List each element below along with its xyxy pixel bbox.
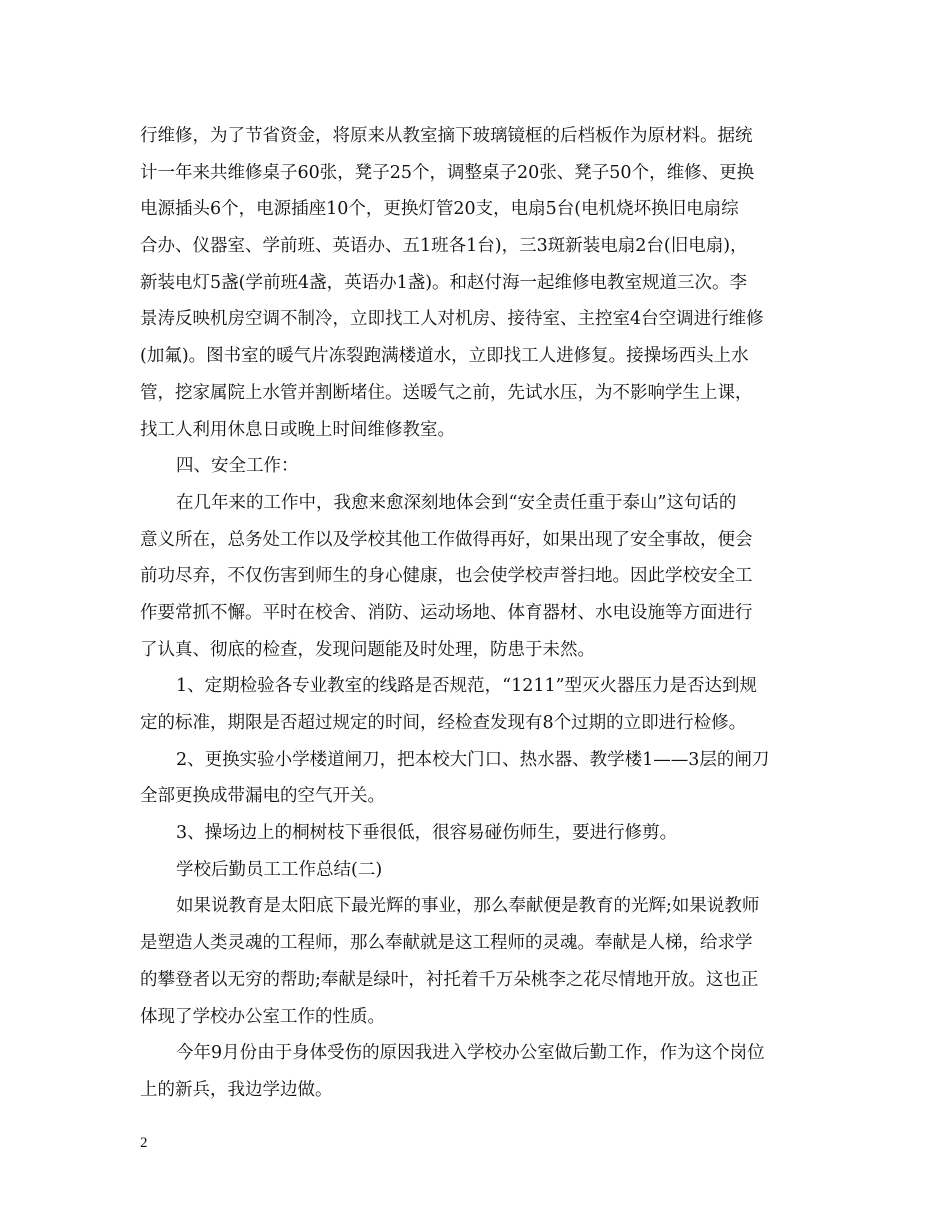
text-line: 学校后勤员工工作总结(二) bbox=[176, 859, 383, 880]
text-line: 意义所在，总务处工作以及学校其他工作做得再好，如果出现了安全事故，便会 bbox=[140, 529, 753, 550]
text-line: 新装电灯5盏(学前班4盏，英语办1盏)。和赵付海一起维修电教室规道三次。李 bbox=[140, 272, 748, 293]
text-line: 体现了学校办公室工作的性质。 bbox=[140, 1006, 385, 1027]
text-line: 四、安全工作： bbox=[176, 456, 299, 477]
text-line: 定的标准，期限是否超过规定的时间，经检查发现有8个过期的立即进行检修。 bbox=[140, 713, 747, 733]
text-line: 今年9月份由于身体受伤的原因我进入学校办公室做后勤工作，作为这个岗位 bbox=[176, 1043, 765, 1064]
text-line: 计一年来共维修桌子60张，凳子25个，调整桌子20张、凳子50个，维修、更换 bbox=[140, 162, 755, 183]
text-line: 了认真、彻底的检查，发现问题能及时处理，防患于未然。 bbox=[140, 639, 595, 660]
text-line: 是塑造人类灵魂的工程师，那么奉献就是这工程师的灵魂。奉献是人梯，给求学 bbox=[140, 933, 753, 954]
text-line: 2、更换实验小学楼道闸刀，把本校大门口、热水器、教学楼1——3层的闸刀 bbox=[176, 749, 770, 770]
text-line: 全部更换成带漏电的空气开关。 bbox=[140, 786, 385, 807]
text-line: 电源插头6个，电源插座10个，更换灯管20支，电扇5台(电机烧坏换旧电扇综 bbox=[140, 199, 739, 220]
text-line: 行维修，为了节省资金，将原来从教室摘下玻璃镜框的后档板作为原材料。据统 bbox=[140, 126, 753, 146]
page-number: 2 bbox=[140, 1135, 148, 1151]
text-line: (加氟)。图书室的暖气片冻裂跑满楼道水，立即找工人进修复。接操场西头上水 bbox=[140, 346, 749, 367]
text-line: 前功尽弃，不仅伤害到师生的身心健康，也会使学校声誉扫地。因此学校安全工 bbox=[140, 566, 753, 587]
text-line: 合办、仪器室、学前班、英语办、五1班各1台)，三3斑新装电扇2台(旧电扇)， bbox=[140, 236, 748, 257]
text-line: 3、操场边上的桐树枝下垂很低，很容易碰伤师生，要进行修剪。 bbox=[176, 823, 678, 844]
text-line: 如果说教育是太阳底下最光辉的事业，那么奉献便是教育的光辉;如果说教师 bbox=[176, 896, 760, 917]
document-body bbox=[140, 118, 820, 1109]
text-line: 管，挖家属院上水管并割断堵住。送暖气之前，先试水压，为不影响学生上课， bbox=[140, 382, 753, 403]
text-line: 景涛反映机房空调不制冷，立即找工人对机房、接待室、主控室4台空调进行维修 bbox=[140, 309, 764, 330]
text-line: 作要常抓不懈。平时在校舍、消防、运动场地、体育器材、水电设施等方面进行 bbox=[140, 602, 753, 623]
text-line: 1、定期检验各专业教室的线路是否规范，“1211”型灭火器压力是否达到规 bbox=[176, 676, 758, 697]
text-line: 的攀登者以无穷的帮助;奉献是绿叶，衬托着千万朵桃李之花尽情地开放。这也正 bbox=[140, 969, 759, 990]
text-line: 找工人利用休息日或晚上时间维修教室。 bbox=[140, 419, 455, 440]
text-line: 上的新兵，我边学边做。 bbox=[140, 1079, 333, 1100]
text-line: 在几年来的工作中，我愈来愈深刻地体会到“安全责任重于泰山”这句话的 bbox=[176, 492, 737, 513]
